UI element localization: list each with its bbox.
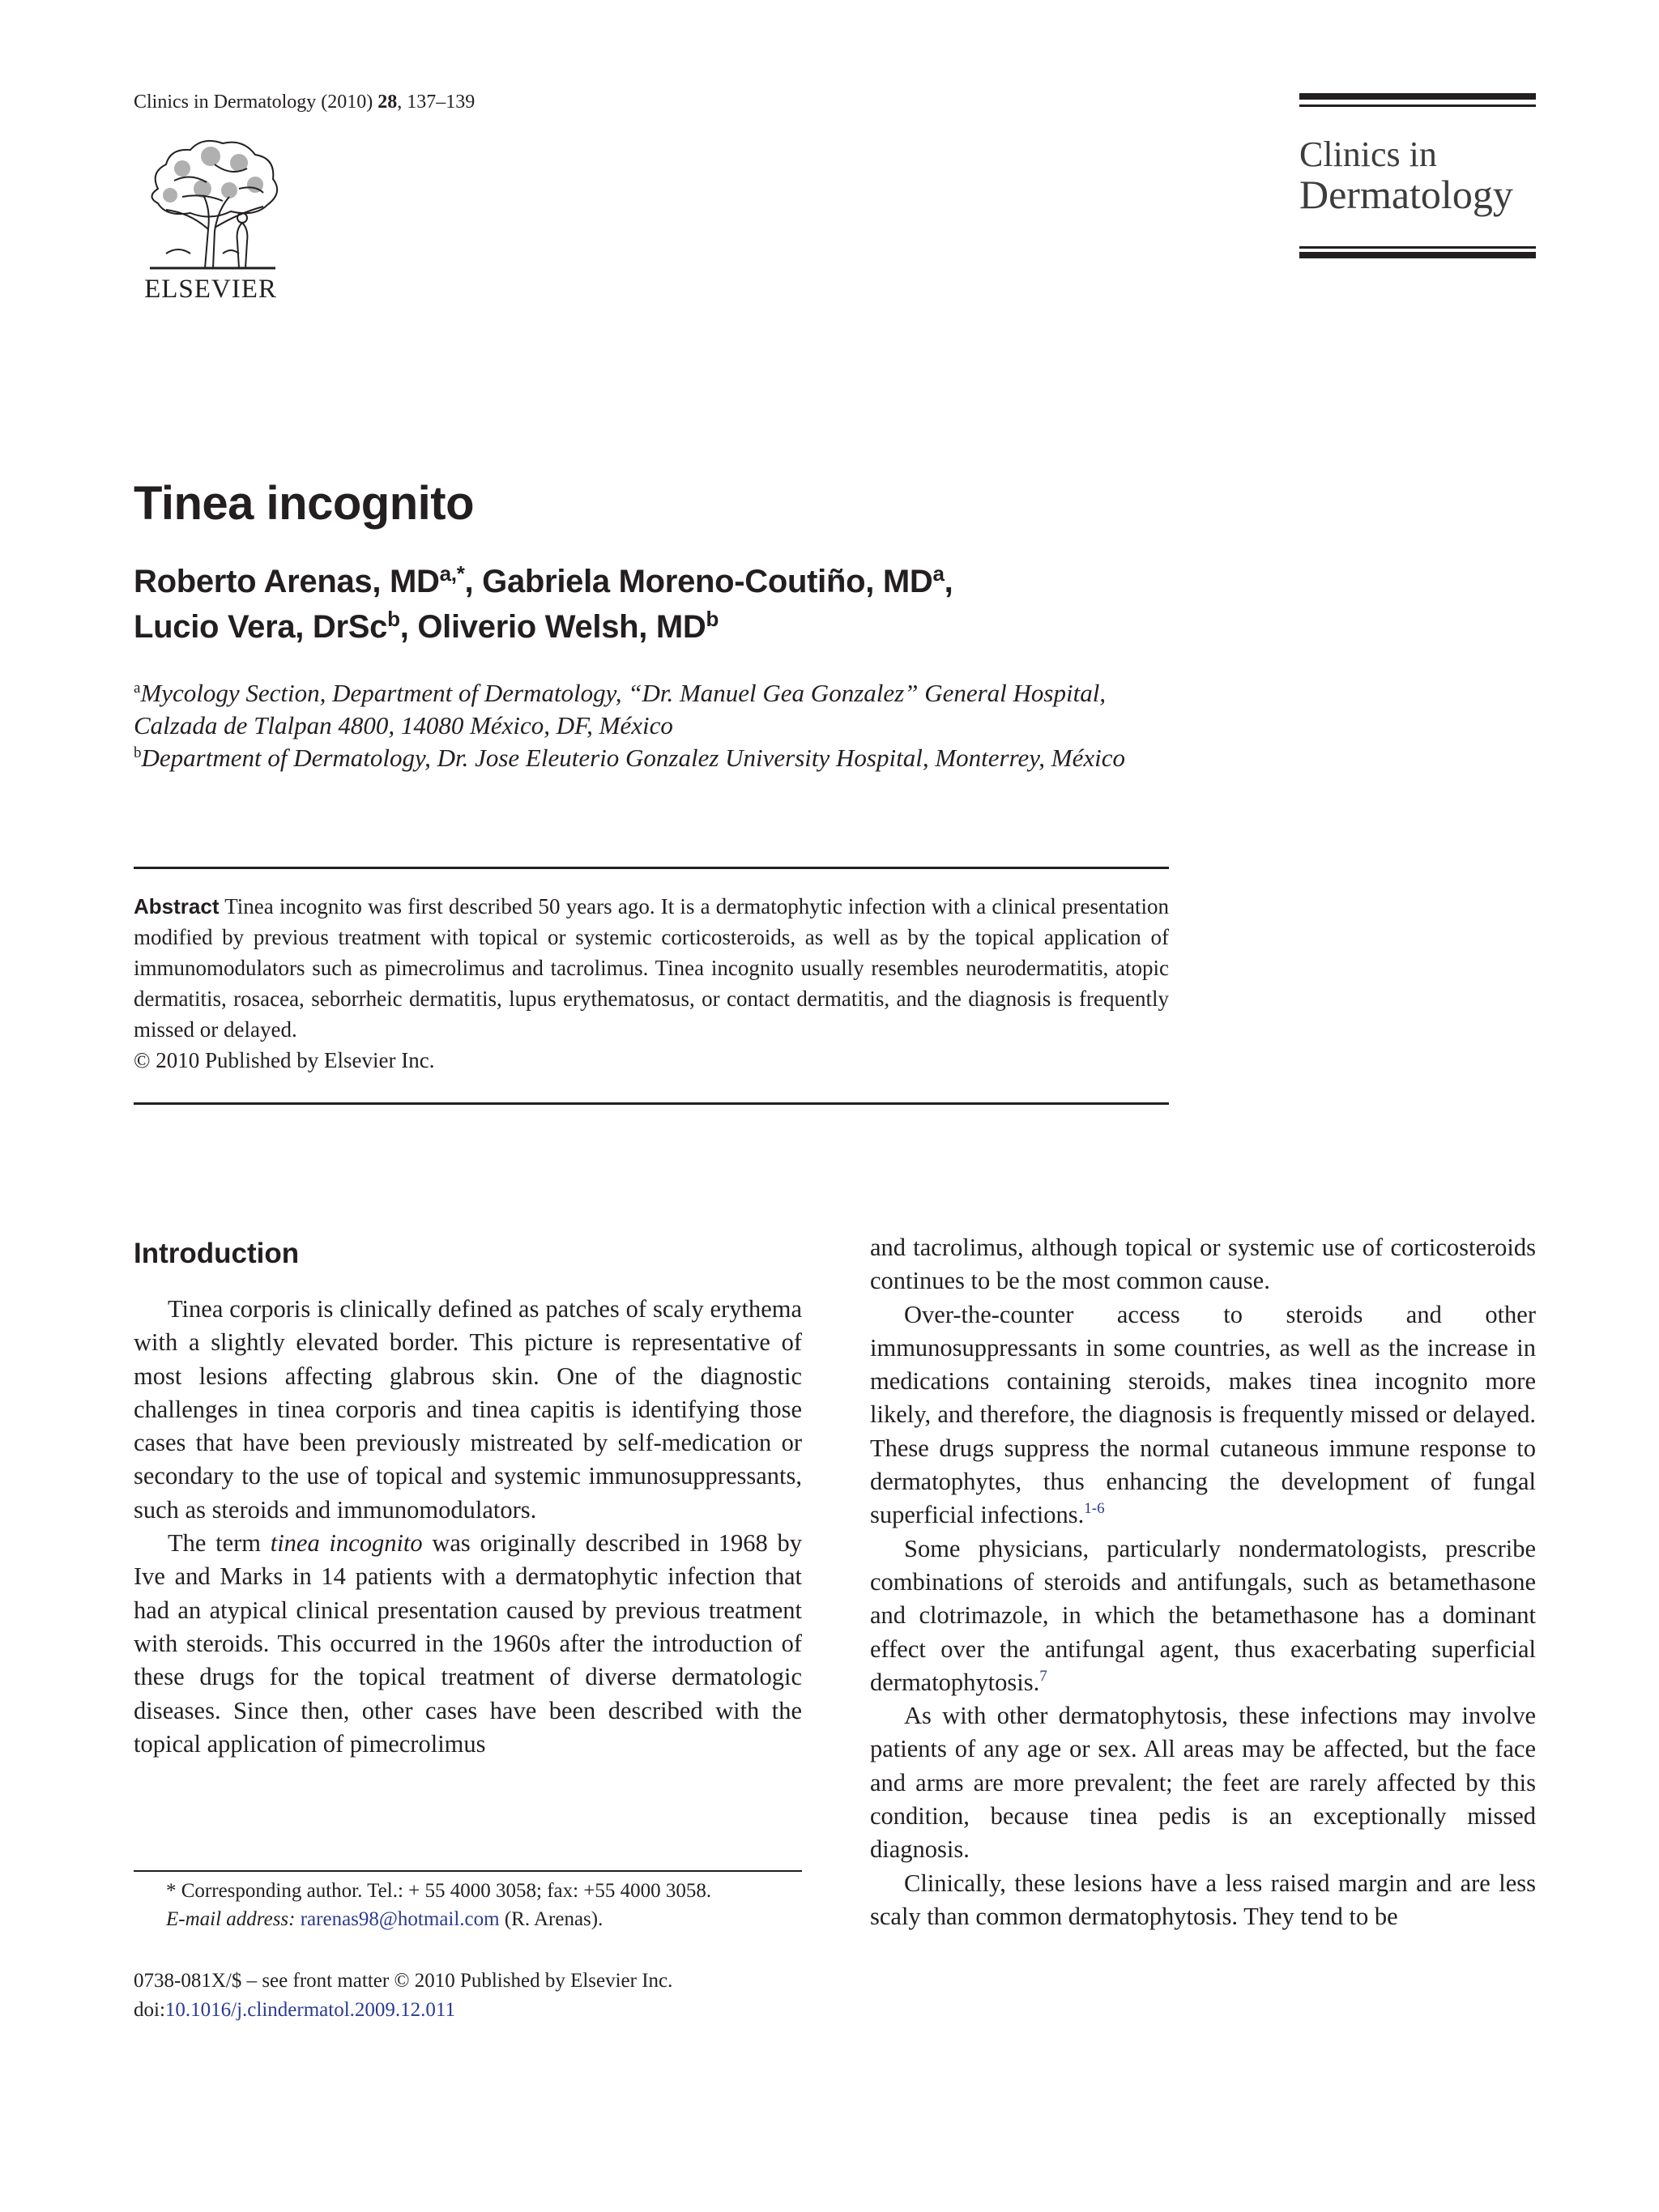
section-heading-introduction: Introduction bbox=[134, 1238, 300, 1269]
brand-line-1: Clinics in bbox=[1299, 134, 1437, 174]
body-paragraph bbox=[870, 1298, 1536, 1532]
author-name: Oliverio Welsh, MD bbox=[417, 609, 706, 645]
footnote-email-line bbox=[166, 1905, 806, 1933]
affiliation-mark: a bbox=[134, 680, 141, 697]
publisher-wordmark: ELSEVIER bbox=[144, 275, 277, 304]
elsevier-tree-icon bbox=[134, 132, 288, 271]
doi-label: doi: bbox=[134, 1999, 165, 2021]
author-separator: , bbox=[944, 564, 953, 599]
journal-pages: , 137–139 bbox=[397, 92, 476, 113]
author-name: Lucio Vera, DrSc bbox=[134, 609, 388, 645]
email-link[interactable]: rarenas98@hotmail.com bbox=[300, 1908, 500, 1930]
email-suffix: (R. Arenas). bbox=[499, 1908, 603, 1930]
paragraph-text: Some physicians, particularly nondermatologists, prescribe combinations of steroids and antifungals, such as betamethasone and clotrimazole, in which the betamethasone has a dominant effect over the antifungal agent, thus exacerbating superficial dermatophytosis. bbox=[870, 1534, 1536, 1696]
issn-line: 0738-081X/$ – see front matter © 2010 Published by Elsevier Inc. bbox=[134, 1970, 673, 1992]
body-paragraph bbox=[134, 1527, 802, 1761]
author-affiliation-mark: b bbox=[387, 607, 400, 631]
email-label: E-mail address: bbox=[166, 1908, 296, 1930]
author-separator: , bbox=[464, 564, 483, 599]
reference-citation[interactable]: 7 bbox=[1039, 1667, 1047, 1685]
affiliation-b bbox=[134, 742, 1349, 774]
body-left-column bbox=[134, 1231, 802, 1761]
doi-link[interactable]: 10.1016/j.clindermatol.2009.12.011 bbox=[164, 1999, 455, 2021]
brand-rule bbox=[1299, 93, 1536, 100]
author-affiliation-mark: a,* bbox=[439, 561, 465, 586]
journal-citation bbox=[134, 92, 475, 113]
affiliation-mark: b bbox=[134, 744, 142, 761]
affiliation-text: Department of Dermatology, Dr. Jose Eleuterio Gonzalez University Hospital, Monterrey, México bbox=[141, 744, 1126, 772]
footnote-rule bbox=[134, 1870, 802, 1872]
abstract-label: Abstract bbox=[134, 894, 220, 918]
body-paragraph: and tacrolimus, although topical or systemic use of corticosteroids continues to be the most common cause. bbox=[870, 1234, 1536, 1295]
affiliation-a bbox=[134, 677, 1349, 742]
paragraph-text: Over-the-counter access to steroids and other immunosuppressants in some countries, as well as the increase in medications containing steroids, makes tinea incognito more likely, and therefore, the diagnosis is frequently missed or delayed. These drugs suppress the normal cutaneous immune response to dermatophytes, thus enhancing the development of fungal superficial infections. bbox=[870, 1300, 1536, 1529]
affiliations bbox=[134, 677, 1349, 774]
journal-volume: 28 bbox=[377, 92, 398, 113]
footnote-corresponding: * Corresponding author. Tel.: + 55 4000 3058; fax: +55 4000 3058. bbox=[166, 1880, 712, 1902]
affiliation-text: Mycology Section, Department of Dermatology, “Dr. Manuel Gea Gonzalez” General Hospital, bbox=[140, 679, 1107, 707]
body-paragraph: Clinically, these lesions have a less raised margin and are less scaly than common dermatophytosis. They tend to be bbox=[870, 1869, 1536, 1930]
body-paragraph: As with other dermatophytosis, these infections may involve patients of any age or sex. All areas may be affected, but the face and arms are more prevalent; the feet are rarely affected by this condition, because tinea pedis is an exceptionally missed diagnosis. bbox=[870, 1702, 1536, 1864]
author-separator: , bbox=[399, 609, 418, 645]
abstract-text: Tinea incognito was first described 50 years ago. It is a dermatophytic infection with a clinical presentation modified by previous treatment with topical or systemic corticosteroids, as well as by the topical application of immunomodulators such as pimecrolimus and tacrolimus. Tinea incognito usually resembles neurodermatitis, atopic dermatitis, rosacea, seborrheic dermatitis, lupus erythematosus, or contact dermatitis, and the diagnosis is frequently missed or delayed. bbox=[134, 894, 1169, 1042]
elsevier-logo bbox=[134, 132, 288, 302]
paragraph-text: was originally described in 1968 by Ive and Marks in 14 patients with a dermatophytic infection that had an atypical clinical presentation caused by previous treatment with steroids. This occurred in the 1960s after the introduction of these drugs for the topical treatment of diverse dermatologic diseases. Since then, other cases have been described with the topical application of pimecrolimus bbox=[134, 1529, 802, 1758]
abstract-bottom-rule bbox=[134, 1102, 1169, 1105]
author-affiliation-mark: a bbox=[932, 561, 945, 586]
author-affiliation-mark: b bbox=[706, 607, 719, 631]
abstract bbox=[134, 891, 1169, 1076]
corresponding-author-footnote bbox=[166, 1877, 806, 1933]
author-list bbox=[134, 559, 1268, 650]
body-paragraph: Tinea corporis is clinically defined as patches of scaly erythema with a slightly elevated border. This picture is representative of most lesions affecting glabrous skin. One of the diagnostic challenges in tinea corporis and tinea capitis is identifying those cases that have been previously mistreated by self-medication or secondary to the use of topical and systemic immunosuppressants, such as steroids and immunomodulators. bbox=[134, 1295, 802, 1524]
body-paragraph bbox=[870, 1532, 1536, 1699]
paragraph-text: The term bbox=[168, 1529, 271, 1558]
front-matter bbox=[134, 1967, 863, 2025]
brand-rule bbox=[1299, 246, 1536, 249]
author-name: Roberto Arenas, MD bbox=[134, 564, 440, 599]
brand-line-2: Dermatology bbox=[1299, 172, 1513, 217]
journal-brand bbox=[1299, 93, 1536, 259]
brand-rule bbox=[1299, 252, 1536, 258]
body-right-column bbox=[870, 1231, 1536, 1933]
affiliation-text: Calzada de Tlalpan 4800, 14080 México, DF, México bbox=[134, 711, 673, 739]
brand-rule bbox=[1299, 104, 1536, 107]
article-title: Tinea incognito bbox=[134, 477, 474, 530]
journal-prefix: Clinics in Dermatology (2010) bbox=[134, 92, 378, 113]
author-name: Gabriela Moreno-Coutiño, MD bbox=[482, 564, 933, 599]
abstract-copyright: © 2010 Published by Elsevier Inc. bbox=[134, 1048, 435, 1072]
abstract-top-rule bbox=[134, 867, 1169, 869]
paragraph-emphasis: tinea incognito bbox=[270, 1529, 423, 1558]
doi-line bbox=[134, 1996, 863, 2025]
reference-citation[interactable]: 1-6 bbox=[1084, 1500, 1105, 1518]
